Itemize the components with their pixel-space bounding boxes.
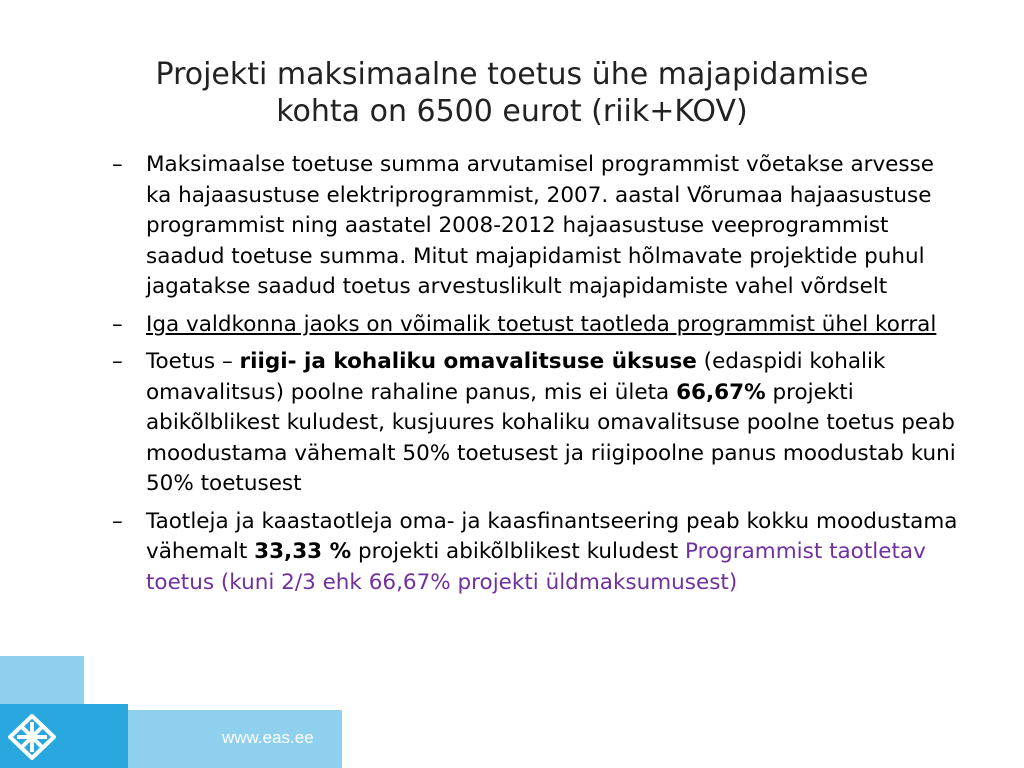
slide-title	[40, 56, 984, 130]
bullet-dash: –	[112, 311, 123, 337]
bullet-text: Iga valdkonna jaoks on võimalik toetust taotleda programmist ühel korral	[146, 311, 937, 337]
bullet-text: projekti abikõlblikest kuludest	[351, 539, 685, 564]
bullet-text: (edaspidi kohalik omavalitsus) poolne rahaline panus, mis ei ületa	[146, 349, 886, 405]
title-line-1: Projekti maksimaalne toetus ühe majapidamise	[155, 57, 869, 92]
bullet-item-1	[112, 150, 962, 303]
bullet-bold-text: 33,33 %	[254, 539, 352, 564]
bullet-dash: –	[112, 152, 123, 177]
snowflake-icon	[8, 714, 56, 760]
bullet-item-4	[112, 507, 962, 599]
bullet-text: Maksimaalse toetuse summa arvutamisel programmist võetakse arvesse ka hajaasustuse elektriprogrammist, 2007. aastal Võrumaa hajaasustuse programmist ning aastatel 2008-2012 hajaasustuse veeprogrammist saadud toetuse summa. Mitut majapidamist hõlmavate projektide puhul jagatakse saadud toetus arvestuslikult majapidamiste vahel võrdselt	[146, 152, 935, 299]
title-line-2: kohta on 6500 eurot (riik+KOV)	[276, 94, 748, 129]
bullet-bold-text: riigi- ja kohaliku omavalitsuse üksuse	[239, 349, 697, 374]
bullet-highlight-text: Programmist taotletav toetus (kuni 2/3 ehk 66,67% projekti üldmaksumusest)	[146, 539, 926, 595]
bullet-list	[112, 150, 962, 605]
bullet-bold-text: 66,67%	[676, 379, 766, 405]
bullet-text: Taotleja ja kaastaotleja oma- ja kaasfinantseering peab kokku moodustama vähemalt	[146, 508, 958, 564]
bullet-text: Toetus –	[146, 349, 240, 374]
bullet-item-2	[112, 310, 962, 341]
website-link[interactable]: www.eas.ee	[222, 728, 314, 747]
bullet-item-3	[112, 347, 962, 500]
bullet-dash: –	[112, 349, 123, 374]
bullet-text: projekti abikõlblikest kuludest, kusjuures kohaliku omavalitsuse poolne toetus peab moodustama vähemalt 50% toetusest ja riigipoolne panus moodustab kuni 50% toetusest	[146, 379, 956, 496]
bullet-dash: –	[112, 508, 123, 534]
